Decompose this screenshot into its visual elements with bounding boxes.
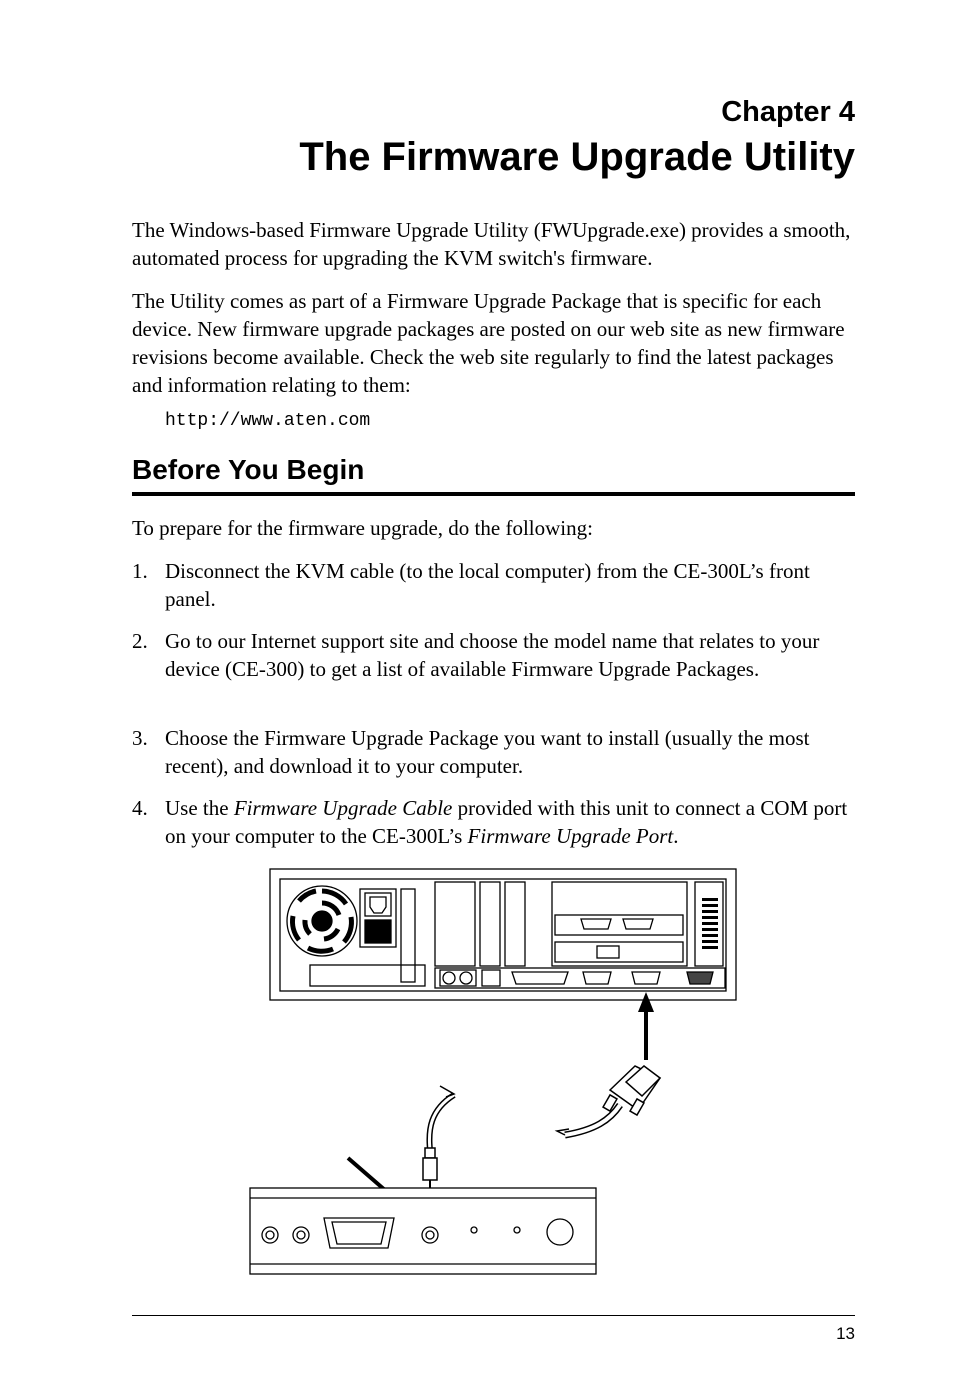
com-port-arrow <box>638 992 654 1060</box>
step-text: Use the Firmware Upgrade Cable provided with this unit to connect a COM port on your computer to the CE-300L’s Firmware Upgrade Port. <box>165 796 848 848</box>
fan-icon <box>287 886 357 956</box>
connection-diagram <box>240 860 760 1280</box>
step-number: 3. <box>132 726 148 750</box>
step-text: Go to our Internet support site and choose the model name that relates to your device (CE-300) to get a list of available Firmware Upgrade Packages. <box>165 629 820 681</box>
section-heading: Before You Begin <box>132 454 365 485</box>
step-text: Choose the Firmware Upgrade Package you want to install (usually the most recent), and download it to your computer. <box>165 726 810 778</box>
chapter-title: The Firmware Upgrade Utility <box>299 135 855 179</box>
step-number: 1. <box>132 559 148 583</box>
page-number: 13 <box>836 1324 855 1343</box>
computer-rear-panel <box>270 869 736 1000</box>
chapter-label: Chapter 4 <box>721 96 855 128</box>
step-number: 4. <box>132 796 148 820</box>
step-text: Disconnect the KVM cable (to the local computer) from the CE-300L’s front panel. <box>165 559 810 611</box>
section-rule <box>132 492 855 496</box>
firmware-upgrade-port-term: Firmware Upgrade Port <box>467 824 674 848</box>
footer-rule <box>132 1315 855 1316</box>
website-url[interactable]: http://www.aten.com <box>165 411 371 431</box>
firmware-upgrade-cable-term: Firmware Upgrade Cable <box>233 796 453 820</box>
serial-cable-connector-icon <box>557 1066 660 1135</box>
ce300l-front-panel <box>250 1188 596 1274</box>
step-number: 2. <box>132 629 148 653</box>
vent-grille-icon <box>702 898 718 949</box>
intro-paragraph-2: The Utility comes as part of a Firmware Upgrade Package that is specific for each device. New firmware upgrade packages are posted on our web site as new firmware revisions become available. Check the web site regularly to find the latest packages and information relating to them: <box>132 289 845 397</box>
section-lead: To prepare for the firmware upgrade, do the following: <box>132 516 593 540</box>
intro-paragraph-1: The Windows-based Firmware Upgrade Utility (FWUpgrade.exe) provides a smooth, automated process for upgrading the KVM switch's firmware. <box>132 218 851 270</box>
firmware-upgrade-cable-icon <box>423 1086 454 1202</box>
